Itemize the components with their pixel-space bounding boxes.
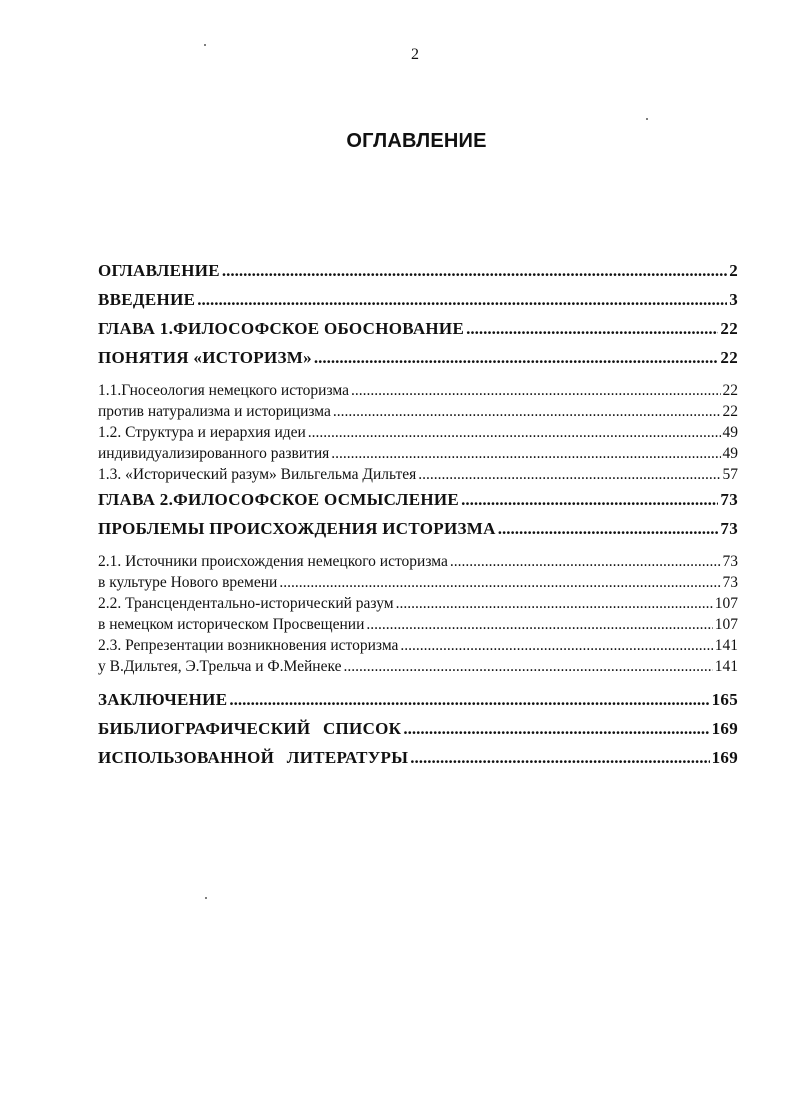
dot-leader — [366, 614, 712, 635]
toc-entry-title: против натурализма и историцизма — [98, 403, 331, 420]
toc-entry[interactable] — [98, 256, 738, 285]
dot-leader — [498, 514, 719, 543]
toc-entry-page: 73 — [722, 574, 738, 591]
toc-entry-title: 1.1.Гносеология немецкого историзма — [98, 382, 349, 399]
toc-entry[interactable] — [98, 714, 738, 743]
toc-entry[interactable] — [98, 464, 738, 485]
toc-entry-page: 22 — [720, 348, 738, 367]
toc-entry-title: ЗАКЛЮЧЕНИЕ — [98, 690, 228, 709]
toc-entry-title: ВВЕДЕНИЕ — [98, 290, 196, 309]
toc-entry-page: 73 — [720, 490, 738, 509]
dot-leader — [314, 343, 718, 372]
dot-leader — [331, 443, 720, 464]
dot-leader — [333, 401, 721, 422]
toc-entry-page: 165 — [711, 690, 738, 709]
dot-leader — [229, 685, 709, 714]
toc-entry-title: ГЛАВА 1.ФИЛОСОФСКОЕ ОБОСНОВАНИЕ — [98, 319, 465, 338]
toc-entry[interactable] — [98, 380, 738, 401]
dot-leader — [279, 572, 720, 593]
table-of-contents — [98, 256, 738, 772]
toc-entry[interactable] — [98, 401, 738, 422]
toc-entry[interactable] — [98, 685, 738, 714]
toc-entry-page: 141 — [714, 637, 738, 654]
toc-entry-page: 73 — [720, 519, 738, 538]
toc-entry-page: 49 — [722, 424, 738, 441]
toc-entry-page: 22 — [722, 382, 738, 399]
dot-leader — [308, 422, 721, 443]
dot-leader — [410, 743, 709, 772]
toc-entry[interactable] — [98, 656, 738, 677]
toc-entry-page: 57 — [722, 466, 738, 483]
toc-entry-title: 1.3. «Исторический разум» Вильгельма Дильтея — [98, 466, 417, 483]
toc-entry-title: в культуре Нового времени — [98, 574, 278, 591]
dot-leader — [403, 714, 709, 743]
toc-entry-title: индивидуализированного развития — [98, 445, 330, 462]
toc-entry[interactable] — [98, 614, 738, 635]
toc-entry-page: 73 — [722, 553, 738, 570]
toc-entry[interactable] — [98, 314, 738, 343]
dot-leader — [418, 464, 720, 485]
toc-entry-title: в немецком историческом Просвещении — [98, 616, 365, 633]
dot-leader — [197, 285, 727, 314]
toc-entry-page: 107 — [714, 595, 738, 612]
dot-leader — [461, 485, 718, 514]
scan-speck — [205, 897, 207, 899]
toc-entry-page: 22 — [722, 403, 738, 420]
toc-entry[interactable] — [98, 572, 738, 593]
toc-entry-page: 3 — [729, 290, 738, 309]
toc-entry[interactable] — [98, 422, 738, 443]
toc-entry[interactable] — [98, 635, 738, 656]
toc-entry[interactable] — [98, 443, 738, 464]
toc-entry-title: ПОНЯТИЯ «ИСТОРИЗМ» — [98, 348, 312, 367]
toc-entry-page: 2 — [729, 261, 738, 280]
toc-entry-title: 2.1. Источники происхождения немецкого историзма — [98, 553, 448, 570]
toc-entry-title: у В.Дильтея, Э.Трельча и Ф.Мейнеке — [98, 658, 342, 675]
dot-leader — [450, 551, 721, 572]
toc-entry-title: ОГЛАВЛЕНИЕ — [98, 261, 220, 280]
toc-entry[interactable] — [98, 343, 738, 372]
toc-entry-title: 2.2. Трансцендентально-исторический разум — [98, 595, 394, 612]
toc-entry-title: 2.3. Репрезентации возникновения историзма — [98, 637, 399, 654]
toc-entry-page: 49 — [722, 445, 738, 462]
toc-entry-title: БИБЛИОГРАФИЧЕСКИЙ СПИСОК — [98, 719, 402, 738]
toc-entry-page: 107 — [714, 616, 738, 633]
dot-leader — [343, 656, 712, 677]
toc-entry-page: 141 — [714, 658, 738, 675]
dot-leader — [466, 314, 718, 343]
page-number: 2 — [411, 46, 419, 63]
page-title: ОГЛАВЛЕНИЕ — [346, 130, 487, 152]
toc-entry[interactable] — [98, 743, 738, 772]
toc-entry-title: 1.2. Структура и иерархия идеи — [98, 424, 306, 441]
toc-entry-page: 169 — [711, 748, 738, 767]
scan-speck — [646, 118, 648, 120]
toc-entry[interactable] — [98, 485, 738, 514]
toc-entry[interactable] — [98, 514, 738, 543]
toc-entry-title: ГЛАВА 2.ФИЛОСОФСКОЕ ОСМЫСЛЕНИЕ — [98, 490, 460, 509]
toc-entry[interactable] — [98, 551, 738, 572]
toc-entry-page: 22 — [720, 319, 738, 338]
toc-entry-page: 169 — [711, 719, 738, 738]
dot-leader — [351, 380, 721, 401]
dot-leader — [400, 635, 712, 656]
toc-entry[interactable] — [98, 285, 738, 314]
dot-leader — [222, 256, 727, 285]
dot-leader — [396, 593, 713, 614]
toc-entry-title: ИСПОЛЬЗОВАННОЙ ЛИТЕРАТУРЫ — [98, 748, 409, 767]
toc-entry[interactable] — [98, 593, 738, 614]
toc-entry-title: ПРОБЛЕМЫ ПРОИСХОЖДЕНИЯ ИСТОРИЗМА — [98, 519, 496, 538]
